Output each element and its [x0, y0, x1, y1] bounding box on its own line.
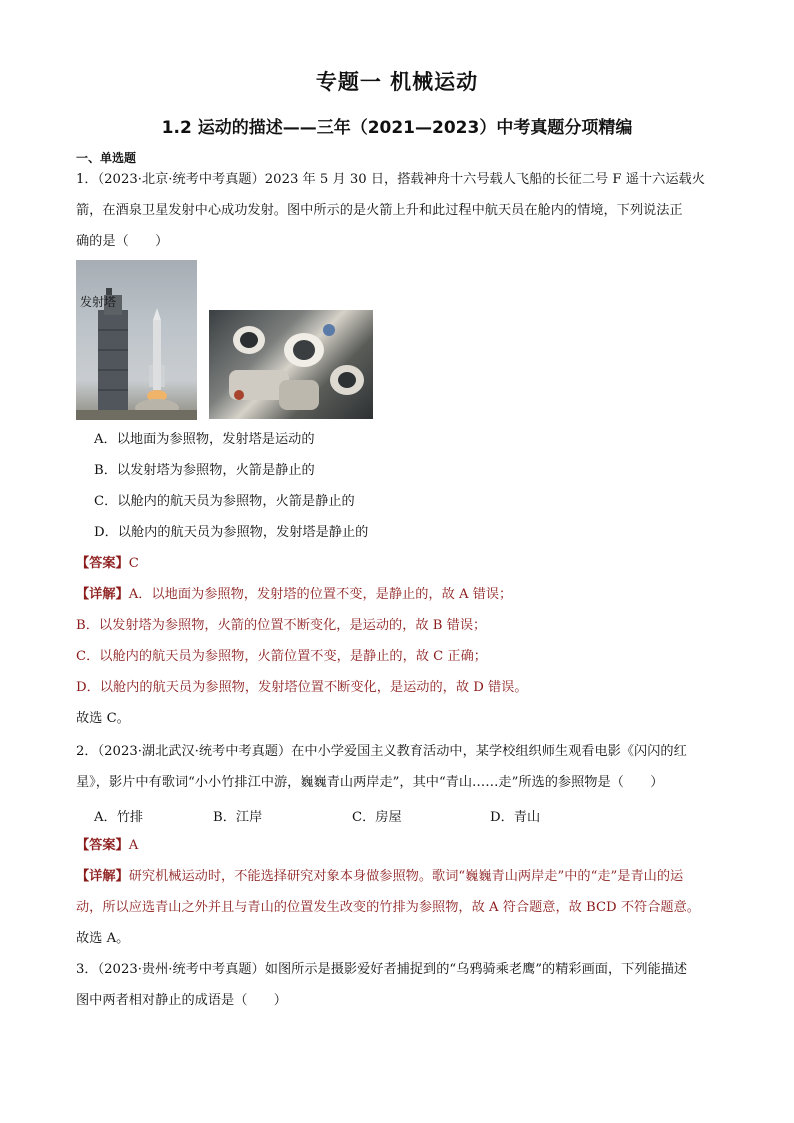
section-heading: 一、单选题 [76, 151, 137, 165]
q2-conclusion: 故选 A。 [76, 931, 130, 946]
q1-detail-line: C．以舱内的航天员为参照物，火箭位置不变，是静止的，故 C 正确； [76, 649, 487, 664]
q2-detail-line [76, 868, 683, 886]
q2-answer [76, 837, 138, 855]
q2-option-c: C．房屋 [352, 810, 402, 825]
image-label: 发射塔 [80, 295, 117, 309]
q1-conclusion: 故选 C。 [76, 711, 130, 726]
q2-detail-line: 动，所以应选青山之外并且与青山的位置发生改变的竹排为参照物，故 A 符合题意，故 BCD 不符合题意。 [76, 900, 700, 915]
detail-text: A．以地面为参照物，发射塔的位置不变，是静止的，故 A 错误； [128, 587, 513, 602]
q2-option-d: D．青山 [490, 810, 541, 825]
q2-option-a: A．竹排 [94, 810, 144, 825]
q3-stem-line: 图中两者相对静止的成语是（ ） [76, 993, 287, 1008]
answer-value: C [128, 556, 139, 571]
q1-stem-line: 箭，在酒泉卫星发射中心成功发射。图中所示的是火箭上升和此过程中航天员在舱内的情境，下列说法正 [76, 203, 683, 218]
q1-detail-line: B．以发射塔为参照物，火箭的位置不断变化，是运动的，故 B 错误； [76, 618, 487, 633]
q2-stem-line: 星》，影片中有歌词“小小竹排江中游，巍巍青山两岸走”，其中“青山……走”所选的参照物是（ ） [76, 775, 664, 790]
detail-label: 【详解】 [76, 869, 129, 884]
q1-detail-line [76, 586, 512, 604]
astronauts-cabin-image [209, 310, 373, 419]
answer-value: A [128, 838, 139, 853]
detail-text: 研究机械运动时，不能选择研究对象本身做参照物。歌词“巍巍青山两岸走”中的“走”是青山的运 [128, 869, 684, 884]
rocket-launch-image [76, 260, 197, 420]
q1-option-c: C．以舱内的航天员为参照物，火箭是静止的 [94, 494, 355, 509]
page-title: 专题一 机械运动 [315, 70, 479, 94]
q1-option-b: B．以发射塔为参照物，火箭是静止的 [94, 463, 315, 478]
answer-label: 【答案】 [76, 556, 129, 571]
detail-label: 【详解】 [76, 587, 129, 602]
answer-label: 【答案】 [76, 838, 129, 853]
page-subtitle: 1.2 运动的描述——三年（2021—2023）中考真题分项精编 [161, 118, 633, 138]
q1-stem-line: 确的是（ ） [76, 234, 169, 249]
q2-option-b: B．江岸 [213, 810, 263, 825]
q2-stem-line: 2．（2023·湖北武汉·统考中考真题）在中小学爱国主义教育活动中，某学校组织师生观看电影《闪闪的红 [76, 744, 687, 759]
q1-detail-line: D．以舱内的航天员为参照物，发射塔位置不断变化，是运动的，故 D 错误。 [76, 680, 528, 695]
q1-option-d: D．以舱内的航天员为参照物，发射塔是静止的 [94, 525, 369, 540]
q1-answer [76, 555, 139, 573]
q1-option-a: A．以地面为参照物，发射塔是运动的 [94, 432, 315, 447]
q1-stem-line: 1．（2023·北京·统考中考真题）2023 年 5 月 30 日，搭载神舟十六号载人飞船的长征二号 F 遥十六运载火 [76, 172, 705, 187]
q3-stem-line: 3．（2023·贵州·统考中考真题）如图所示是摄影爱好者捕捉到的“乌鸦骑乘老鹰”的精彩画面，下列能描述 [76, 962, 688, 977]
